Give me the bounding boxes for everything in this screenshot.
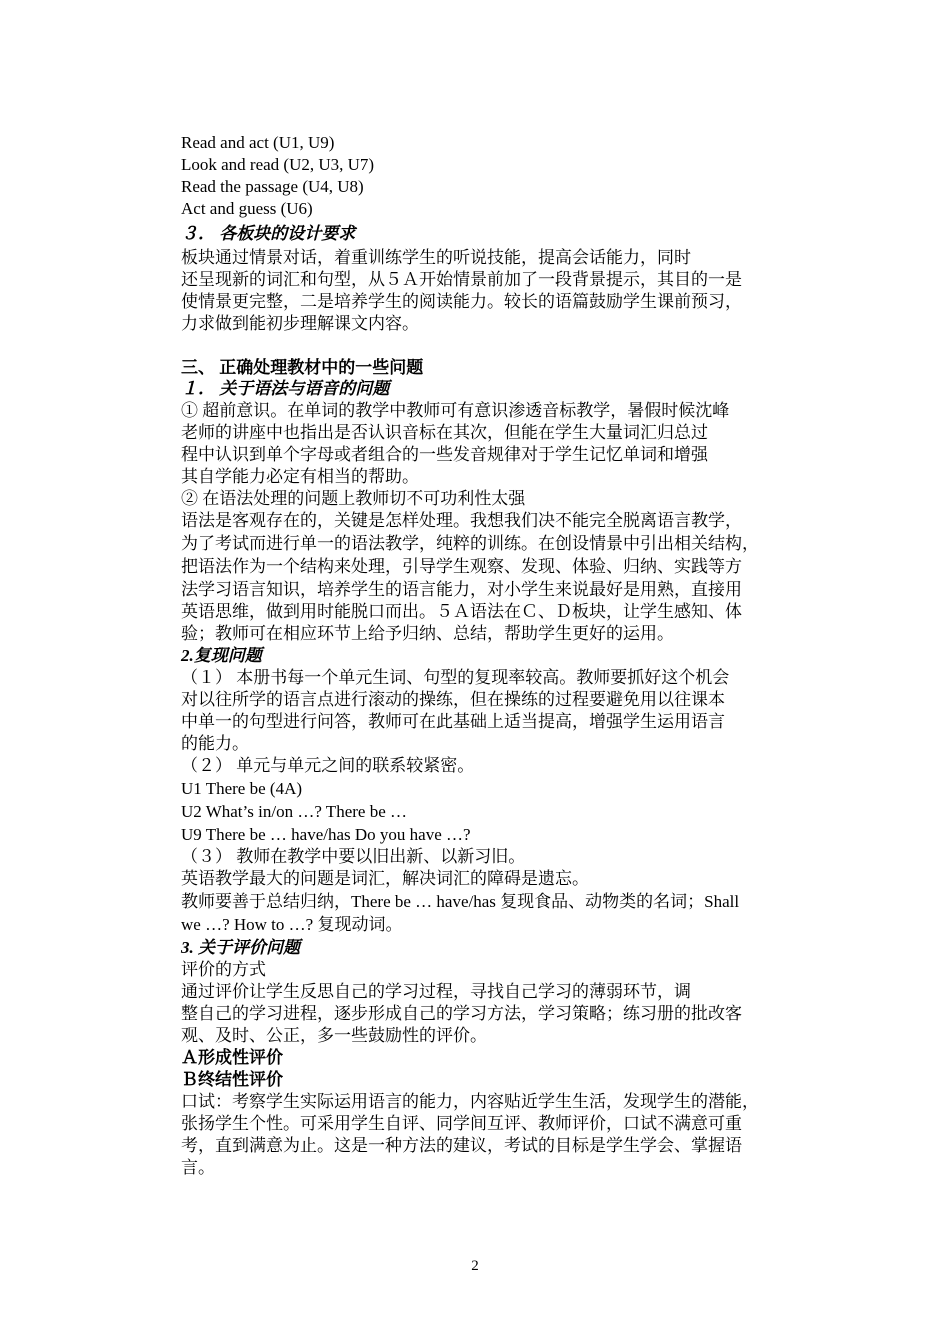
text-line: we …? How to …? 复现动词。 — [181, 915, 403, 934]
section-heading: Ａ形成性评价 — [181, 1048, 283, 1067]
text-line: Read the passage (U4, U8) — [181, 177, 364, 196]
text-line: 考，直到满意为止。这是一种方法的建议，考试的目标是学生学会、掌握语 — [181, 1136, 742, 1155]
text-line: 观、及时、公正，多一些鼓励性的评价。 — [181, 1026, 487, 1045]
page-number: 2 — [471, 1258, 479, 1274]
text-line: 程中认识到单个字母或者组合的一些发音规律对于学生记忆单词和增强 — [181, 445, 708, 464]
text-line: 英语思维，做到用时能脱口而出。５Ａ语法在Ｃ、Ｄ板块，让学生感知、体 — [181, 602, 742, 621]
text-line: U2 What’s in/on …? There be … — [181, 802, 407, 821]
text-line: 评价的方式 — [181, 960, 266, 979]
text-line: 其自学能力必定有相当的帮助。 — [181, 467, 419, 486]
text-line: 通过评价让学生反思自己的学习过程，寻找自己学习的薄弱环节，调 — [181, 982, 691, 1001]
text-line: 法学习语言知识，培养学生的语言能力，对小学生来说最好是用熟，直接用 — [181, 580, 742, 599]
section-heading: 3. 关于评价问题 — [181, 938, 300, 957]
text-line: （１） 本册书每一个单元生词、句型的复现率较高。教师要抓好这个机会 — [181, 668, 730, 687]
text-line: ① 超前意识。在单词的教学中教师可有意识渗透音标教学，暑假时候沈峰 — [181, 401, 730, 420]
text-line: 英语教学最大的问题是词汇，解决词汇的障碍是遗忘。 — [181, 869, 589, 888]
text-line: 板块通过情景对话，着重训练学生的听说技能，提高会话能力，同时 — [181, 248, 691, 267]
text-line: 验；教师可在相应环节上给予归纳、总结，帮助学生更好的运用。 — [181, 624, 674, 643]
text-line: 张扬学生个性。可采用学生自评、同学间互评、教师评价，口试不满意可重 — [181, 1114, 742, 1133]
text-line: 对以往所学的语言点进行滚动的操练，但在操练的过程要避免用以往课本 — [181, 690, 725, 709]
text-line: 力求做到能初步理解课文内容。 — [181, 314, 419, 333]
text-line: ② 在语法处理的问题上教师切不可功利性太强 — [181, 489, 526, 508]
text-line: Read and act (U1, U9) — [181, 133, 335, 152]
section-heading: 三、 正确处理教材中的一些问题 — [181, 358, 424, 377]
section-heading: １． 关于语法与语音的问题 — [181, 379, 390, 398]
text-line: 把语法作为一个结构来处理，引导学生观察、发现、体验、归纳、实践等方 — [181, 557, 742, 576]
text-line: 使情景更完整，二是培养学生的阅读能力。较长的语篇鼓励学生课前预习， — [181, 292, 742, 311]
section-heading: Ｂ终结性评价 — [181, 1070, 283, 1089]
section-heading: 2.复现问题 — [181, 646, 262, 665]
text-line: 语法是客观存在的，关键是怎样处理。我想我们决不能完全脱离语言教学， — [181, 511, 742, 530]
text-line: 为了考试而进行单一的语法教学，纯粹的训练。在创设情景中引出相关结构， — [181, 534, 759, 553]
text-line: 教师要善于总结归纳，There be … have/has 复现食品、动物类的名词；Shall — [181, 892, 740, 911]
text-line: U1 There be (4A) — [181, 779, 303, 798]
text-line: Act and guess (U6) — [181, 199, 313, 218]
text-line: （３） 教师在教学中要以旧出新、以新习旧。 — [181, 847, 526, 866]
text-line: 还呈现新的词汇和句型，从５Ａ开始情景前加了一段背景提示，其目的一是 — [181, 270, 742, 289]
text-line: U9 There be … have/has Do you have …? — [181, 825, 471, 844]
text-line: 中单一的句型进行问答，教师可在此基础上适当提高，增强学生运用语言 — [181, 712, 725, 731]
text-line: （２） 单元与单元之间的联系较紧密。 — [181, 756, 475, 775]
text-line: 整自己的学习进程，逐步形成自己的学习方法，学习策略；练习册的批改客 — [181, 1004, 742, 1023]
text-line: 口试：考察学生实际运用语言的能力，内容贴近学生生活，发现学生的潜能， — [181, 1092, 759, 1111]
text-line: 的能力。 — [181, 734, 249, 753]
section-heading: ３． 各板块的设计要求 — [181, 224, 356, 243]
text-line: 老师的讲座中也指出是否认识音标在其次，但能在学生大量词汇归总过 — [181, 423, 708, 442]
text-line: 言。 — [181, 1158, 215, 1177]
text-line: Look and read (U2, U3, U7) — [181, 155, 375, 174]
